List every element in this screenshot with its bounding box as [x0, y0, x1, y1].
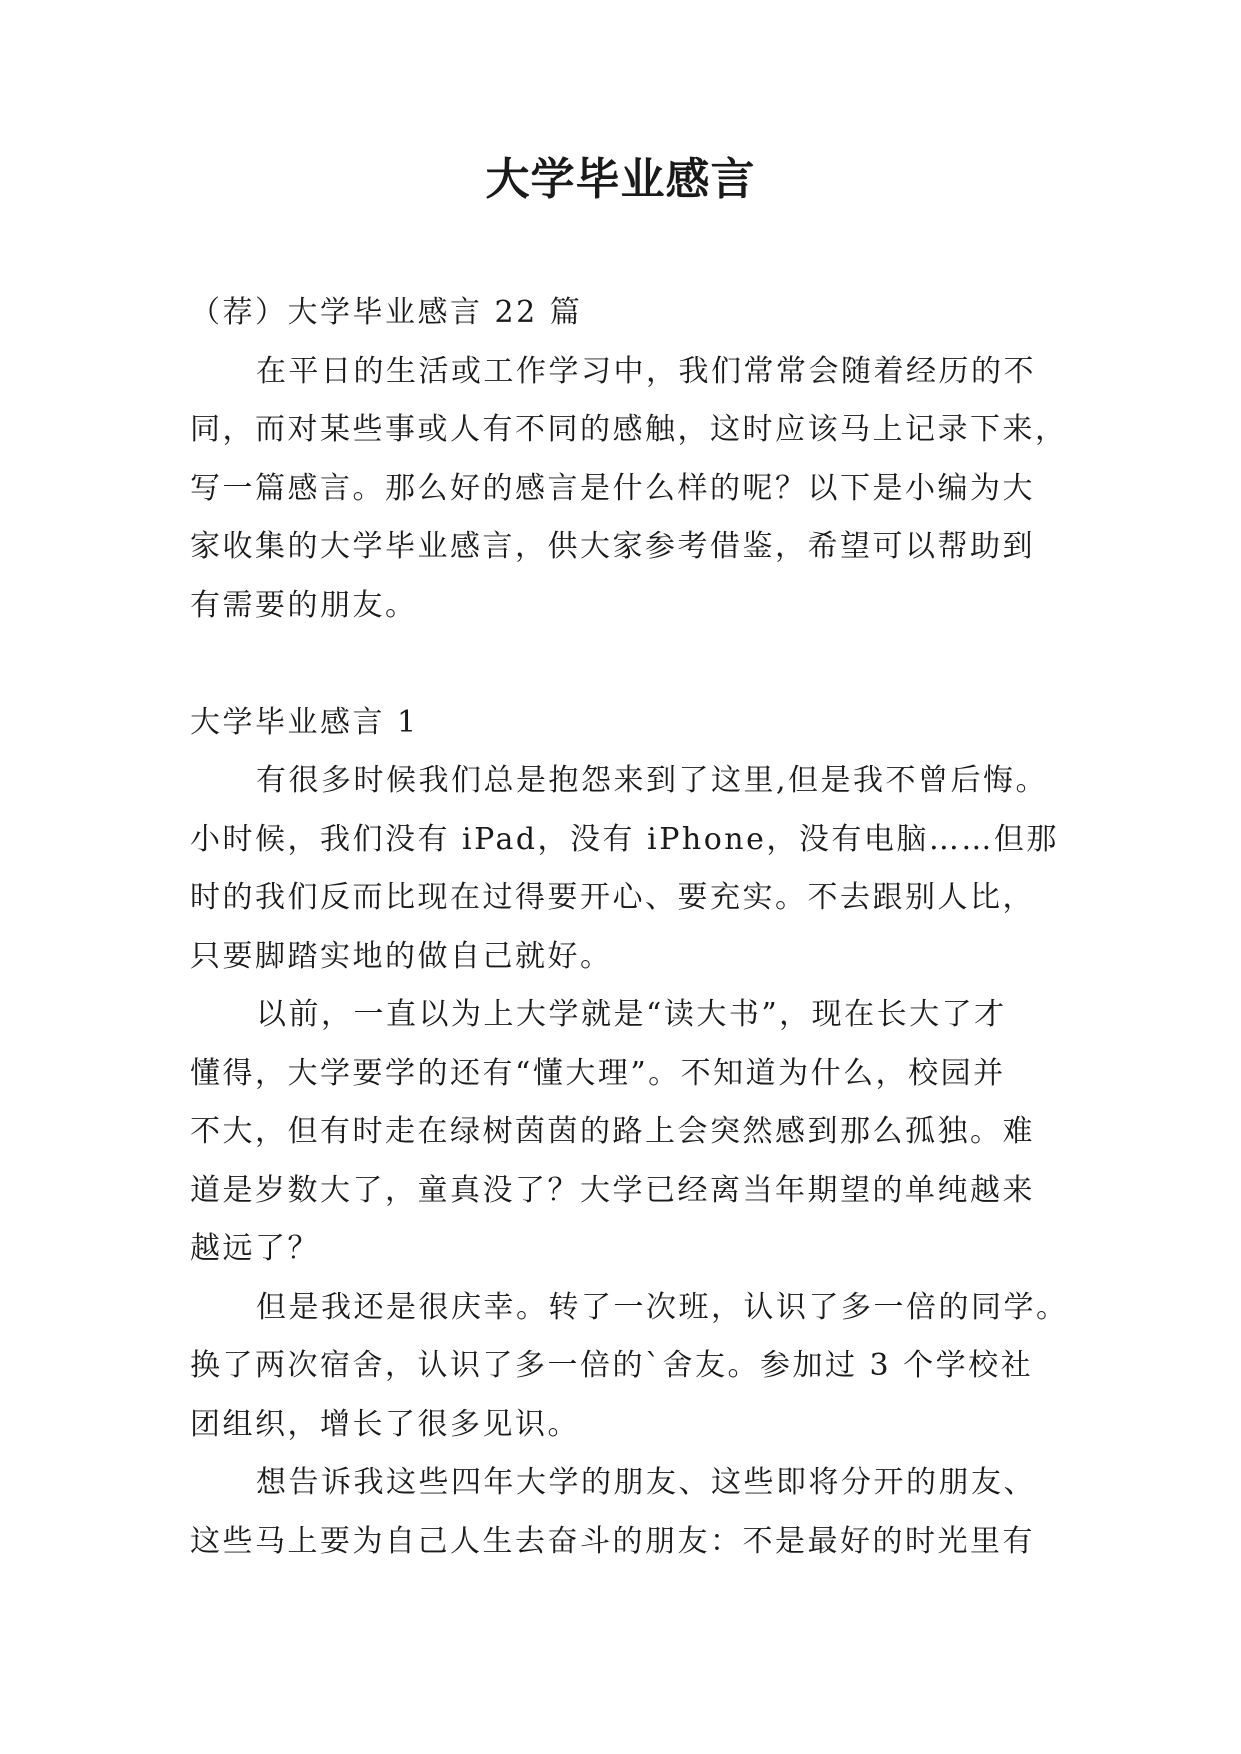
paragraph-line: 懂得，大学要学的还有“懂大理”。不知道为什么，校园并	[190, 1055, 1006, 1091]
paragraph-line: 不大，但有时走在绿树茵茵的路上会突然感到那么孤独。难	[190, 1114, 1035, 1149]
paragraph-line: 以前，一直以为上大学就是“读大书”，现在长大了才	[256, 997, 1007, 1032]
paragraph-line: 想告诉我这些四年大学的朋友、这些即将分开的朋友、	[256, 1465, 1036, 1500]
paragraph-line: 有需要的朋友。	[190, 587, 418, 623]
section-heading: 大学毕业感言 1	[190, 704, 419, 740]
paragraph-line: 这些马上要为自己人生去奋斗的朋友：不是最好的时光里有	[190, 1523, 1035, 1559]
paragraph-line: 小时候，我们没有 iPad，没有 iPhone，没有电脑……但那	[190, 821, 1059, 857]
document-subtitle: （荐）大学毕业感言 22 篇	[190, 295, 583, 330]
paragraph-4	[190, 1454, 1064, 1571]
intro-paragraph	[190, 343, 1068, 636]
paragraph-line: 但是我还是很庆幸。转了一次班，认识了多一倍的同学。	[256, 1289, 1069, 1325]
paragraph-2	[190, 986, 1064, 1279]
paragraph-line: 时的我们反而比现在过得要开心、要充实。不去跟别人比，	[190, 880, 1035, 915]
document-body	[190, 284, 1069, 1571]
paragraph-1	[190, 752, 1064, 986]
paragraph-line: 只要脚踏实地的做自己就好。	[190, 938, 613, 974]
paragraph-line: 团组织，增长了很多见识。	[190, 1406, 580, 1442]
paragraph-line: 家收集的大学毕业感言，供大家参考借鉴，希望可以帮助到	[190, 529, 1035, 564]
paragraph-line: 同，而对某些事或人有不同的感触，这时应该马上记录下来，	[190, 412, 1068, 447]
section-gap	[190, 635, 1064, 694]
paragraph-line: 有很多时候我们总是抱怨来到了这里,但是我不曾后悔。	[256, 763, 1049, 798]
paragraph-line: 换了两次宿舍，认识了多一倍的`舍友。参加过 3 个学校社	[190, 1348, 1034, 1383]
paragraph-line: 道是岁数大了，童真没了？大学已经离当年期望的单纯越来	[190, 1172, 1035, 1208]
paragraph-line: 在平日的生活或工作学习中，我们常常会随着经历的不	[256, 353, 1036, 389]
paragraph-3	[190, 1279, 1069, 1455]
paragraph-line: 写一篇感言。那么好的感言是什么样的呢？以下是小编为大	[190, 470, 1035, 506]
paragraph-line: 越远了？	[190, 1231, 320, 1266]
document-title: 大学毕业感言	[485, 154, 756, 205]
